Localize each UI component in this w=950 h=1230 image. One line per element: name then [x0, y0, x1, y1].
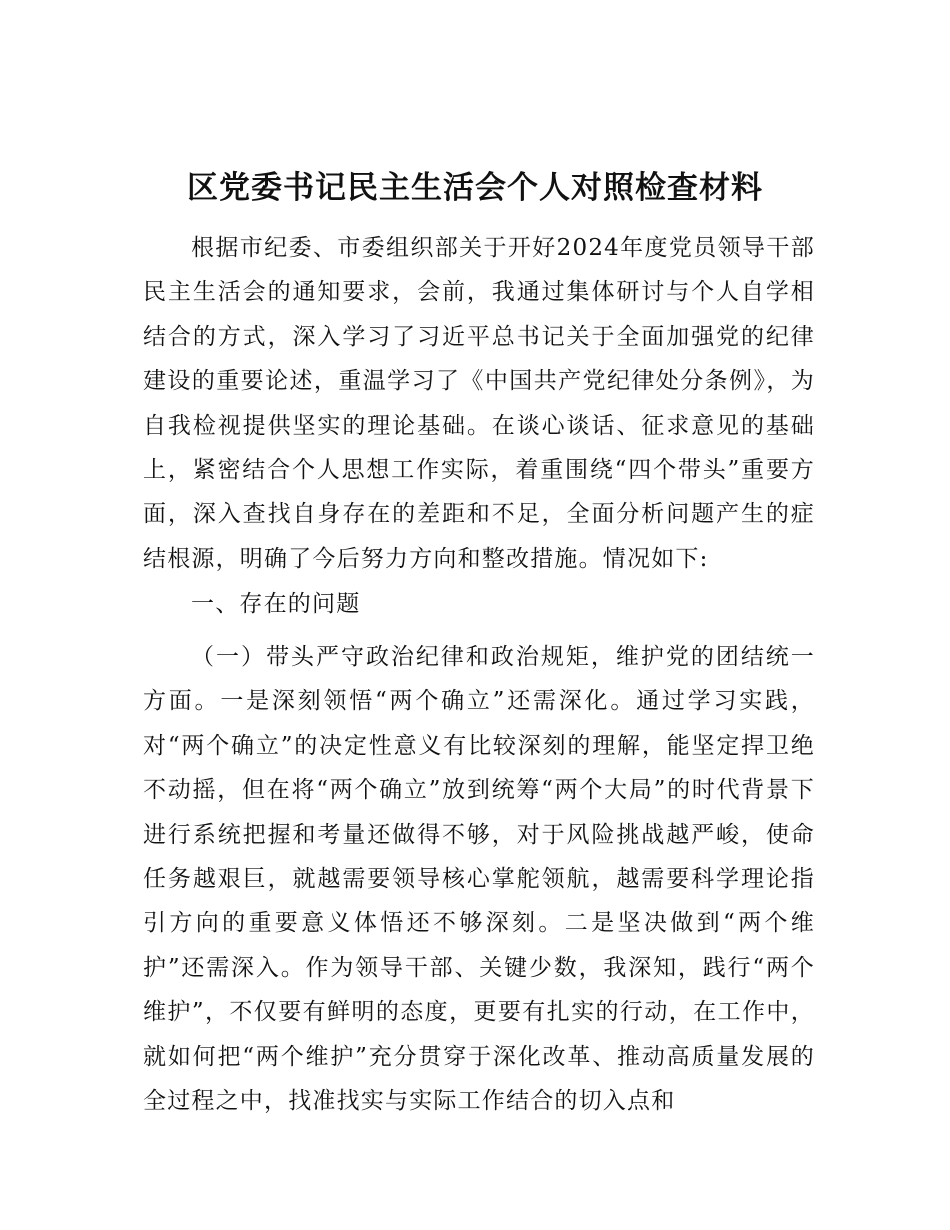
section-one-paragraph: （一）带头严守政治纪律和政治规矩，维护党的团结统一方面。一是深刻领悟“两个确立”还需深化。通过学习实践，对“两个确立”的决定性意义有比较深刻的理解，能坚定捍卫绝不动摇，但在将“两个确立”放到统筹“两个大局”的时代背景下进行系统把握和考量还做得不够，对于风险挑战越严峻，使命任务越艰巨，就越需要领导核心掌舵领航，越需要科学理论指引方向的重要意义体悟还不够深刻。二是坚决做到“两个维护”还需深入。作为领导干部、关键少数，我深知，践行“两个维护”，不仅要有鲜明的态度，更要有扎实的行动，在工作中，就如何把“两个维护”充分贯穿于深化改革、推动高质量发展的全过程之中，找准找实与实际工作结合的切入点和: [143, 644, 815, 1115]
document-title: 区党委书记民主生活会个人对照检查材料: [187, 170, 763, 206]
intro-paragraph: 根据市纪委、市委组织部关于开好2024年度党员领导干部民主生活会的通知要求，会前，我通过集体研讨与个人自学相结合的方式，深入学习了习近平总书记关于全面加强党的纪律建设的重要论述，重温学习了《中国共产党纪律处分条例》，为自我检视提供坚实的理论基础。在谈心谈话、征求意见的基础上，紧密结合个人思想工作实际，着重围绕“四个带头”重要方面，深入查找自身存在的差距和不足，全面分析问题产生的症结根源，明确了今后努力方向和整改措施。情况如下:: [143, 235, 815, 572]
section-heading-problems: 一、存在的问题: [191, 591, 361, 617]
